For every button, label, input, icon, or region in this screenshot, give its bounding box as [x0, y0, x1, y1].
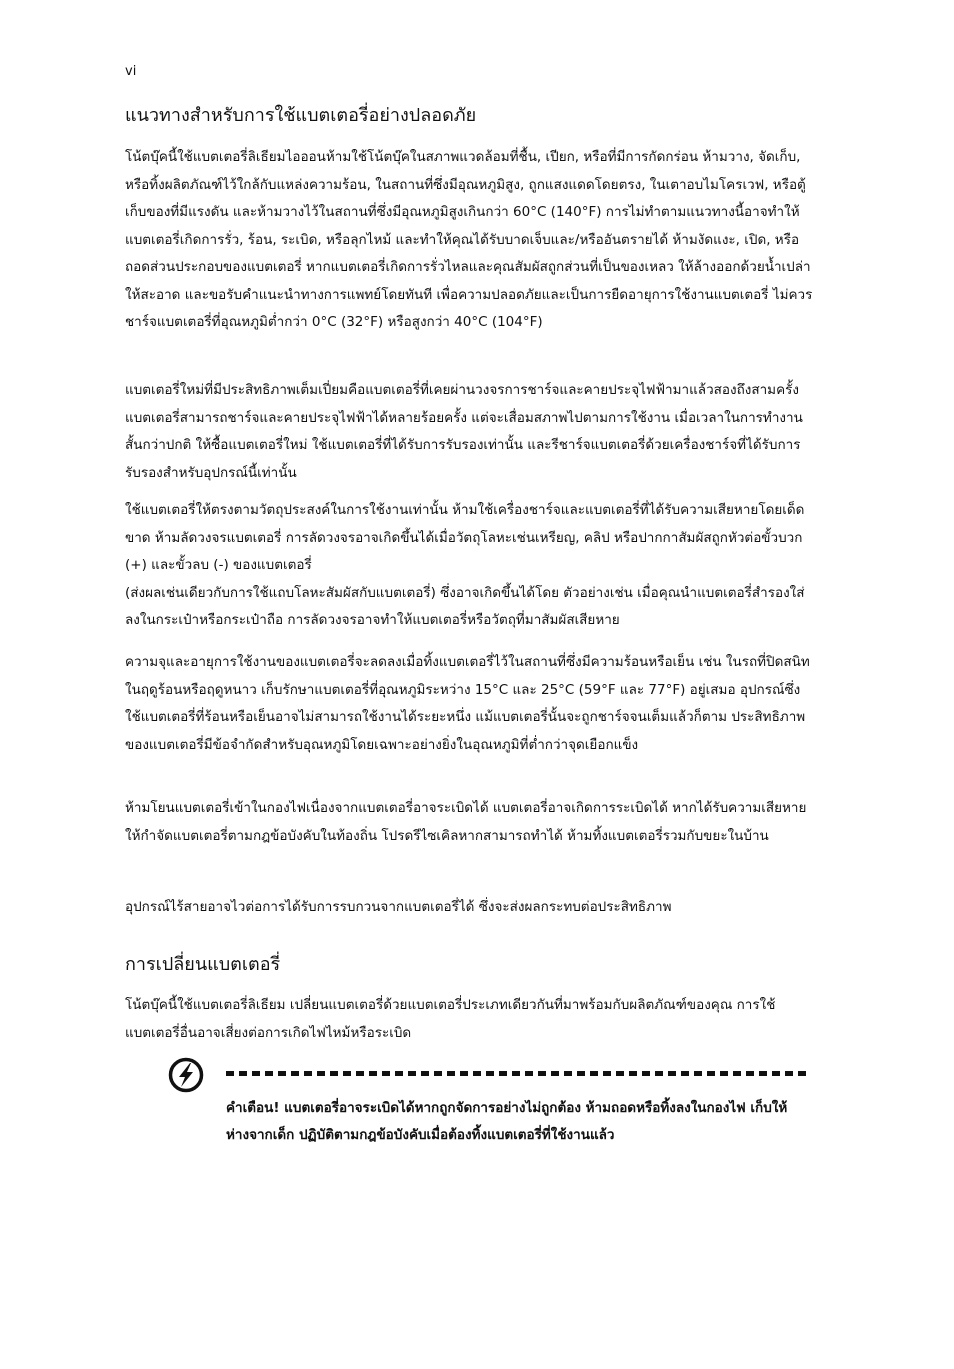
paragraph-battery-safety-2: แบตเตอรี่ใหม่ที่มีประสิทธิภาพเต็มเปี่ยมคือแบตเตอรี่ที่เคยผ่านวงจรการชาร์จและคายประจุไฟฟ้ามาแล้วสองถึงสามครั้ง แบตเตอรี่สามารถชาร์จและคายประจุไฟฟ้าได้หลายร้อยครั้ง แต่จะเสื่อมสภาพไปตามการใช้งาน เมื่อเวลาในการทำงานสั้นกว่าปกติ ให้ซื้อแบตเตอรี่ใหม่ ใช้แบตเตอรี่ที่ได้รับการรับรองเท่านั้น และรีชาร์จแบตเตอรี่ด้วยเครื่องชาร์จที่ได้รับการรับรองสำหรับอุปกรณ์นี้เท่านั้น [125, 382, 803, 481]
paragraph-battery-safety-4: ความจุและอายุการใช้งานของแบตเตอรี่จะลดลงเมื่อทิ้งแบตเตอรี่ไว้ในสถานที่ซึ่งมีความร้อนหรือเย็น เช่น ในรถที่ปิดสนิทในฤดูร้อนหรือฤดูหนาว เก็บรักษาแบตเตอรี่ที่อุณหภูมิระหว่าง 15°C และ 25°C (59°F และ 77°F) อยู่เสมอ อุปกรณ์ซึ่งใช้แบตเตอรี่ที่ร้อนหรือเย็นอาจไม่สามารถใช้งานได้ระยะหนึ่ง แม้แบตเตอรี่นั้นจะถูกชาร์จจนเต็มแล้วก็ตาม ประสิทธิภาพของแบตเตอรี่มีข้อจำกัดสำหรับอุณหภูมิโดยเฉพาะอย่างยิ่งในอุณหภูมิที่ต่ำกว่าจุดเยือกแข็ง [125, 654, 810, 753]
paragraph-battery-safety-5: ห้ามโยนแบตเตอรี่เข้าในกองไฟเนื่องจากแบตเตอรี่อาจระเบิดได้ แบตเตอรี่อาจเกิดการระเบิดได้ หากได้รับความเสียหาย ให้กำจัดแบตเตอรี่ตามกฎข้อบังคับในท้องถิ่น โปรดรีไซเคิลหากสามารถทำได้ ห้ามทิ้งแบตเตอรี่รวมกับขยะในบ้าน [125, 800, 807, 844]
paragraph-battery-safety-3: ใช้แบตเตอรี่ให้ตรงตามวัตถุประสงค์ในการใช้งานเท่านั้น ห้ามใช้เครื่องชาร์จและแบตเตอรี่ที่ได้รับความเสียหายโดยเด็ดขาด ห้ามลัดวงจรแบตเตอรี่ การลัดวงจรอาจเกิดขึ้นได้เมื่อวัตถุโลหะเช่นเหรียญ, คลิป หรือปากกาสัมผัสถูกหัวต่อขั้วบวก (+) และขั้วลบ (-) ของแบตเตอรี่ (ส่งผลเช่นเดียวกับการใช้แถบโลหะสัมผัสกับแบตเตอรี่) ซึ่งอาจเกิดขึ้นได้โดย ตัวอย่างเช่น เมื่อคุณนำแบตเตอรี่สำรองใส่ลงในกระเป๋าหรือกระเป๋าถือ การลัดวงจรอาจทำให้แบตเตอรี่หรือวัตถุที่มาสัมผัสเสียหาย [125, 502, 805, 628]
warning-bolt-icon [168, 1057, 204, 1093]
page-number: vi [125, 64, 137, 79]
paragraph-battery-safety-6: อุปกรณ์ไร้สายอาจไวต่อการได้รับการรบกวนจากแบตเตอรี่ได้ ซึ่งจะส่งผลกระทบต่อประสิทธิภาพ [125, 899, 672, 915]
paragraph-battery-safety-1: โน้ตบุ๊คนี้ใช้แบตเตอรี่ลิเธียมไอออนห้ามใช้โน้ตบุ๊คในสภาพแวดล้อมที่ชื้น, เปียก, หรือที่มีการกัดกร่อน ห้ามวาง, จัดเก็บ, หรือทิ้งผลิตภัณฑ์ไว้ใกล้กับแหล่งความร้อน, ในสถานที่ซึ่งมีอุณหภูมิสูง, ถูกแสงแดดโดยตรง, ในเตาอบไมโครเวฟ, หรือตู้เก็บของที่มีแรงดัน และห้ามวางไว้ในสถานที่ซึ่งมีอุณหภูมิสูงเกินกว่า 60°C (140°F) การไม่ทำตามแนวทางนี้อาจทำให้แบตเตอรี่เกิดการรั่ว, ร้อน, ระเบิด, หรือลุกไหม้ และทำให้คุณได้รับบาดเจ็บและ/หรืออันตรายได้ ห้ามงัดแงะ, เปิด, หรือถอดส่วนประกอบของแบตเตอรี่ หากแบตเตอรี่เกิดการรั่วไหลและคุณสัมผัสถูกส่วนที่เป็นของเหลว ให้ล้างออกด้วยน้ำเปล่าให้สะอาด และขอรับคำแนะนำทางการแพทย์โดยทันที เพื่อความปลอดภัยและเป็นการยืดอายุการใช้งานแบตเตอรี่ ไม่ควรชาร์จแบตเตอรี่ที่อุณหภูมิต่ำกว่า 0°C (32°F) หรือสูงกว่า 40°C (104°F) [125, 149, 813, 330]
section-title-battery-replacement: การเปลี่ยนแบตเตอรี่ [125, 954, 281, 975]
section-title-battery-safety: แนวทางสำหรับการใช้แบตเตอรี่อย่างปลอดภัย [125, 105, 477, 126]
warning-divider [226, 1071, 810, 1076]
warning-text: คำเตือน! แบตเตอรี่อาจระเบิดได้หากถูกจัดการอย่างไม่ถูกต้อง ห้ามถอดหรือทิ้งลงในกองไฟ เก็บให้ห่างจากเด็ก ปฏิบัติตามกฎข้อบังคับเมื่อต้องทิ้งแบตเตอรี่ที่ใช้งานแล้ว [226, 1100, 788, 1143]
paragraph-battery-replacement: โน้ตบุ๊คนี้ใช้แบตเตอรี่ลิเธียม เปลี่ยนแบตเตอรี่ด้วยแบตเตอรี่ประเภทเดียวกันที่มาพร้อมกับผลิตภัณฑ์ของคุณ การใช้แบตเตอรี่อื่นอาจเสี่ยงต่อการเกิดไฟไหม้หรือระเบิด [125, 997, 776, 1041]
